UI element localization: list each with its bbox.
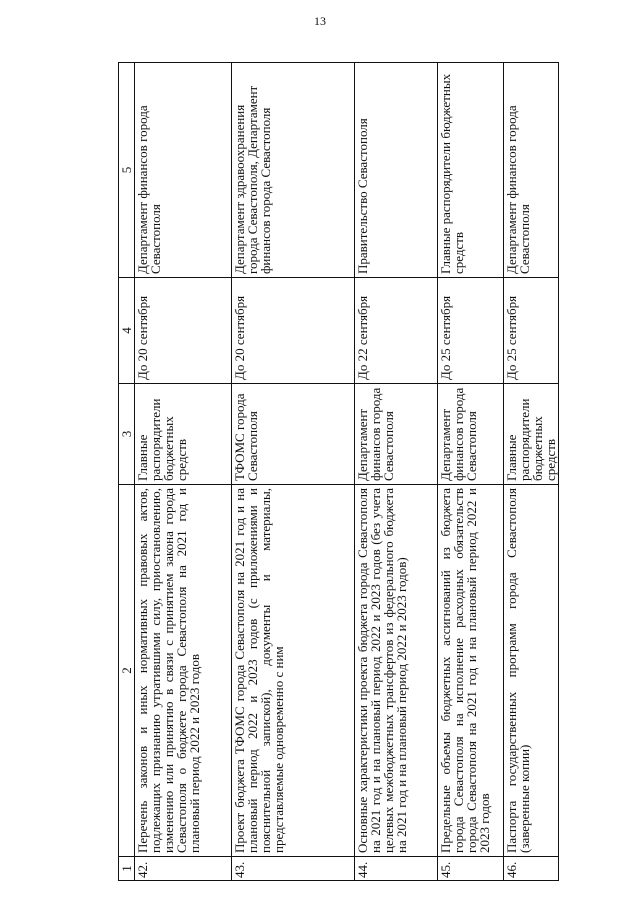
recipient: Департамент здравоохранения города Севастополя, Департамент финансов города Севастополя — [232, 63, 355, 278]
document-name: Перечень законов и иных нормативных правовых актов, подлежащих признанию утратившими силу, приостановлению, изменению или принятию в связи с принятием закона города Севастополя о бюджете города Севастополя на 2021 год и плановый период 2022 и 2023 годов — [135, 485, 232, 857]
deadline: До 25 сентября — [438, 278, 504, 384]
document-name: Предельные объемы бюджетных ассигнований из бюджета города Севастополя на исполнение расходных обязательств города Севастополя на 2021 год и на плановый период 2022 и 2023 годов — [438, 485, 504, 857]
table-row — [355, 63, 438, 881]
responsible-party: Главные распорядители бюджетных средств — [504, 384, 559, 485]
deadline: До 20 сентября — [232, 278, 355, 384]
recipient: Департамент финансов города Севастополя — [135, 63, 232, 278]
row-number: 46. — [504, 857, 559, 881]
recipient: Департамент финансов города Севастополя — [504, 63, 559, 278]
column-header-4: 4 — [119, 278, 135, 384]
row-number: 44. — [355, 857, 438, 881]
document-rotator — [118, 63, 558, 881]
deadline: До 25 сентября — [504, 278, 559, 384]
column-header-3: 3 — [119, 384, 135, 485]
page-number: 13 — [314, 14, 326, 28]
table-row — [438, 63, 504, 881]
row-number: 45. — [438, 857, 504, 881]
column-header-2: 2 — [119, 485, 135, 857]
deadline: До 20 сентября — [135, 278, 232, 384]
row-number: 43. — [232, 857, 355, 881]
responsible-party: Главные распорядители бюджетных средств — [135, 384, 232, 485]
document-name: Основные характеристики проекта бюджета города Севастополя на 2021 год и на плановый период 2022 и 2023 годов (без учета целевых межбюджетных трансфертов из федерального бюджета на 2021 год и на плановый период 2022 и 2023 годов) — [355, 485, 438, 857]
table-header-row — [119, 63, 135, 881]
schedule-table-wrapper — [118, 63, 558, 881]
column-header-1: 1 — [119, 857, 135, 881]
table-row — [232, 63, 355, 881]
column-header-5: 5 — [119, 63, 135, 278]
responsible-party: Департамент финансов города Севастополя — [438, 384, 504, 485]
deadline: До 22 сентября — [355, 278, 438, 384]
responsible-party: Департамент финансов города Севастополя — [355, 384, 438, 485]
schedule-table — [118, 62, 559, 881]
document-name: Проект бюджета ТФОМС города Севастополя на 2021 год и на плановый период 2022 и 2023 годов (с приложениями и пояснительной запиской), документы и материалы, представляемые одновременно с ним — [232, 485, 355, 857]
table-row — [135, 63, 232, 881]
recipient: Главные распорядители бюджетных средств — [438, 63, 504, 278]
responsible-party: ТФОМС города Севастополя — [232, 384, 355, 485]
document-name: Паспорта государственных программ города Севастополя (заверенные копии) — [504, 485, 559, 857]
recipient: Правительство Севастополя — [355, 63, 438, 278]
table-row — [504, 63, 559, 881]
row-number: 42. — [135, 857, 232, 881]
